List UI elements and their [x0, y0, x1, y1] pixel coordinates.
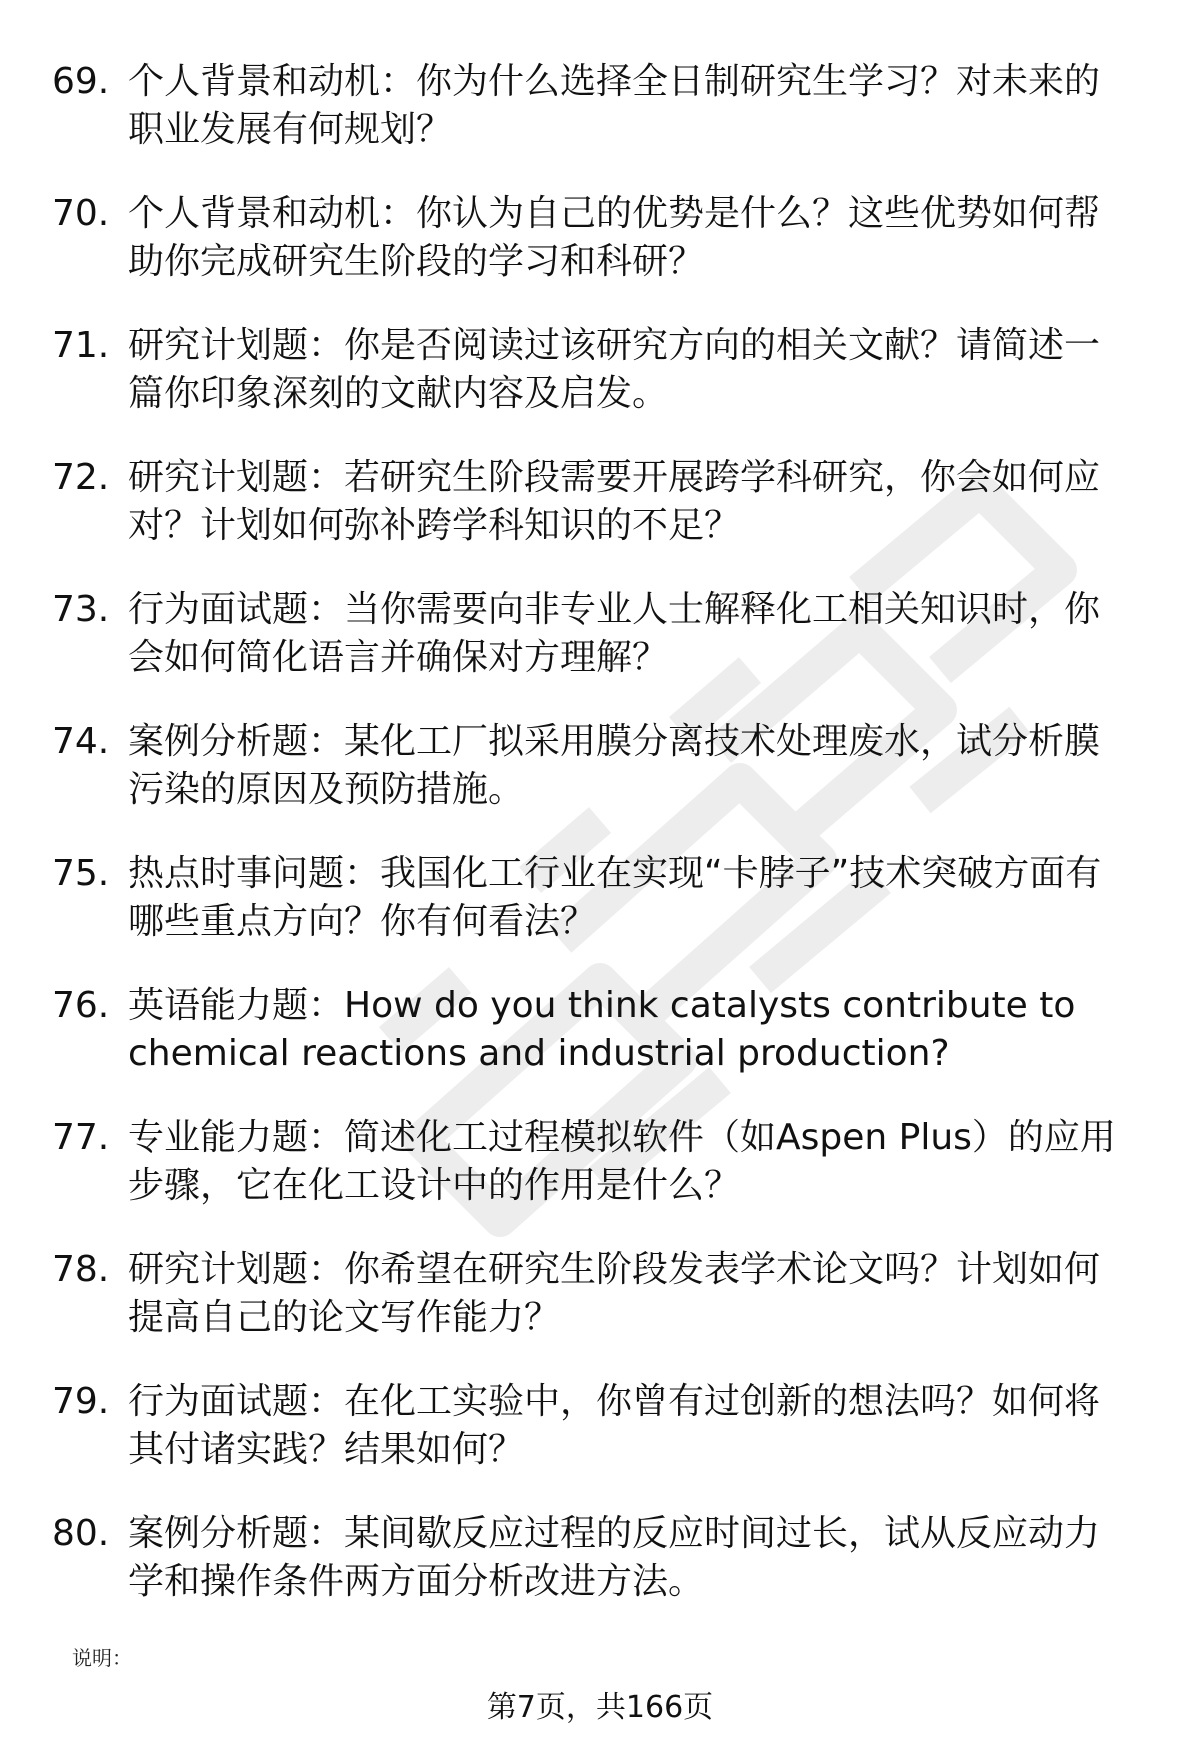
question-number: 69.	[52, 61, 110, 102]
question-number: 74.	[52, 721, 110, 762]
question-item	[52, 982, 1142, 1114]
question-number: 77.	[52, 1117, 110, 1158]
question-number: 70.	[52, 193, 110, 234]
question-text: 案例分析题：某间歇反应过程的反应时间过长，试从反应动力学和操作条件两方面分析改进方法。	[128, 1513, 1101, 1602]
question-item	[52, 1378, 1142, 1510]
page-number-footer: 第7页，共166页	[486, 1690, 714, 1725]
question-text: 研究计划题：若研究生阶段需要开展跨学科研究，你会如何应对？计划如何弥补跨学科知识的不足？	[128, 457, 1101, 546]
question-item	[52, 850, 1142, 982]
question-item	[52, 58, 1142, 190]
question-text: 个人背景和动机：你认为自己的优势是什么？这些优势如何帮助你完成研究生阶段的学习和科研？	[128, 193, 1101, 282]
question-text: 研究计划题：你是否阅读过该研究方向的相关文献？请简述一篇你印象深刻的文献内容及启发。	[128, 325, 1101, 414]
question-text: 研究计划题：你希望在研究生阶段发表学术论文吗？计划如何提高自己的论文写作能力？	[128, 1249, 1101, 1338]
question-text: 专业能力题：简述化工过程模拟软件（如Aspen Plus）的应用步骤，它在化工设计中的作用是什么？	[128, 1117, 1116, 1206]
question-item	[52, 322, 1142, 454]
question-text: 案例分析题：某化工厂拟采用膜分离技术处理废水，试分析膜污染的原因及预防措施。	[128, 721, 1101, 810]
question-text: 行为面试题：当你需要向非专业人士解释化工相关知识时，你会如何简化语言并确保对方理解？	[128, 589, 1101, 678]
question-text: 个人背景和动机：你为什么选择全日制研究生学习？对未来的职业发展有何规划？	[128, 61, 1101, 150]
question-number: 78.	[52, 1249, 110, 1290]
question-item	[52, 718, 1142, 850]
question-item	[52, 586, 1142, 718]
question-item	[52, 190, 1142, 322]
question-list	[52, 58, 1142, 1642]
question-item	[52, 1114, 1142, 1246]
question-number: 75.	[52, 853, 110, 894]
question-number: 72.	[52, 457, 110, 498]
question-number: 76.	[52, 985, 110, 1026]
question-number: 73.	[52, 589, 110, 630]
question-item	[52, 454, 1142, 586]
question-text: 热点时事问题：我国化工行业在实现“卡脖子”技术突破方面有哪些重点方向？你有何看法？	[128, 853, 1102, 942]
question-item	[52, 1246, 1142, 1378]
question-item	[52, 1510, 1142, 1642]
note-label: 说明：	[72, 1646, 132, 1670]
question-number: 80.	[52, 1513, 110, 1554]
question-number: 79.	[52, 1381, 110, 1422]
question-text: 行为面试题：在化工实验中，你曾有过创新的想法吗？如何将其付诸实践？结果如何？	[128, 1381, 1101, 1470]
question-number: 71.	[52, 325, 110, 366]
question-text: 英语能力题：How do you think catalysts contribute to chemical reactions and industrial production?	[128, 985, 1076, 1074]
